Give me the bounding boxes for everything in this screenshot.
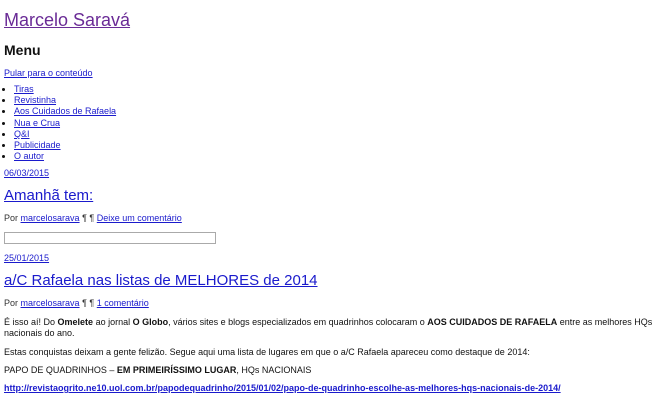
post-date[interactable]: 06/03/2015 (4, 168, 50, 178)
article-link[interactable]: http://revistaogrito.ne10.uol.com.br/papodequadrinho/2015/01/02/papo-de-quadrinho-escolhe-as-melhores-hqs-nacionais-de-2014/ (4, 383, 561, 393)
menu-link-revistinha[interactable]: Revistinha (14, 95, 57, 106)
embedded-media-box[interactable] (4, 232, 216, 244)
menu-item-tiras (14, 84, 116, 95)
menu-item-qi (14, 129, 116, 140)
paragraph-bold: Omelete (57, 317, 94, 327)
paragraph-text: , vários sites e blogs especializados em quadrinhos colocaram o (168, 317, 428, 327)
byline-prefix: Por (4, 213, 19, 223)
paragraph-text: entre as melhores HQs (557, 317, 652, 327)
menu-item-revistinha (14, 95, 116, 106)
menu-item-publicidade (14, 140, 116, 151)
paragraph-text: É isso aí! Do (4, 317, 58, 327)
meta-separator: ¶ ¶ (82, 213, 95, 223)
menu-item-nua-e-crua (14, 118, 116, 129)
menu-item-o-autor (14, 151, 116, 162)
skip-to-content-link[interactable]: Pular para o conteúdo (4, 68, 93, 78)
post-date[interactable]: 25/01/2015 (4, 253, 50, 263)
paragraph-bold: O Globo (132, 317, 169, 327)
post-title[interactable]: a/C Rafaela nas listas de MELHORES de 2014 (4, 272, 318, 289)
menu-link-qi[interactable]: Q&I (14, 128, 30, 139)
site-title[interactable]: Marcelo Saravá (4, 10, 131, 30)
menu-link-tiras[interactable]: Tiras (14, 84, 34, 94)
comments-link[interactable]: 1 comentário (96, 298, 149, 308)
paragraph-text: , HQs NACIONAIS (236, 365, 312, 375)
post-paragraph-continued: nacionais do ano. (4, 328, 75, 338)
menu-heading: Menu (4, 42, 41, 58)
post-meta (4, 298, 149, 308)
menu-link-aos-cuidados[interactable]: Aos Cuidados de Rafaela (14, 106, 117, 117)
author-link[interactable]: marcelosarava (20, 298, 80, 308)
post-title[interactable]: Amanhã tem: (4, 187, 94, 204)
paragraph-bold: EM PRIMEIRÍSSIMO LUGAR (116, 365, 237, 375)
post-paragraph: Estas conquistas deixam a gente felizão. Segue aqui uma lista de lugares em que o a/C Rafaela apareceu como destaque de 2014: (4, 347, 530, 357)
menu-link-o-autor[interactable]: O autor (14, 151, 45, 162)
author-link[interactable]: marcelosarava (20, 213, 80, 223)
menu-item-aos-cuidados (14, 106, 116, 117)
post-meta (4, 213, 182, 223)
meta-separator: ¶ ¶ (82, 298, 95, 308)
paragraph-text: ao jornal (93, 317, 133, 327)
post-paragraph (4, 365, 311, 375)
paragraph-text: PAPO DE QUADRINHOS – (4, 365, 117, 375)
byline-prefix: Por (4, 298, 19, 308)
menu-link-publicidade[interactable]: Publicidade (14, 140, 61, 151)
paragraph-bold: AOS CUIDADOS DE RAFAELA (427, 317, 558, 327)
post-paragraph (4, 317, 652, 327)
menu-link-nua-e-crua[interactable]: Nua e Crua (14, 117, 61, 128)
comments-link[interactable]: Deixe um comentário (96, 213, 182, 223)
main-menu (14, 84, 116, 162)
